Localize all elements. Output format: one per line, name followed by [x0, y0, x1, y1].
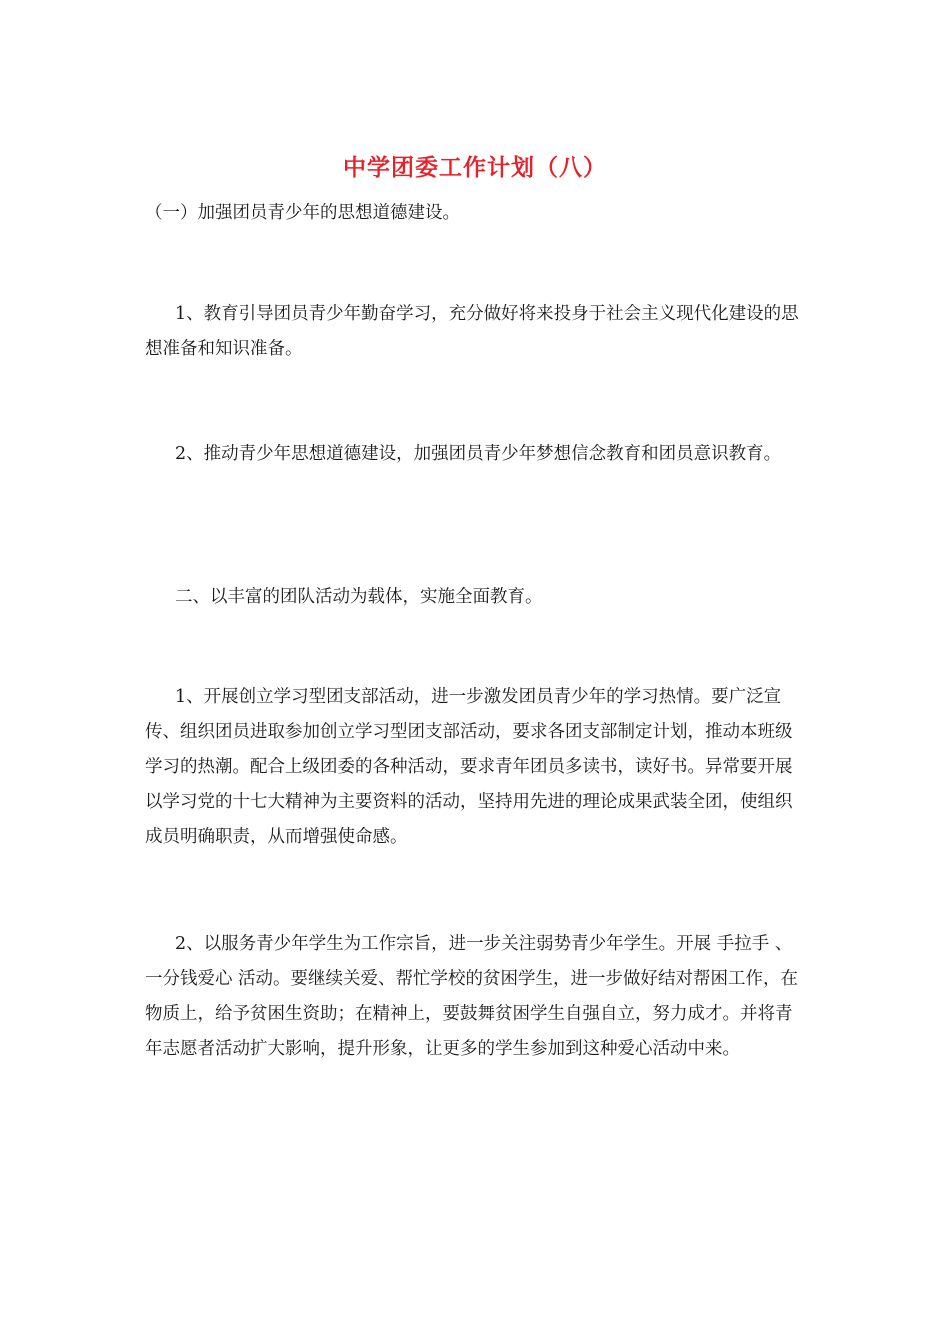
paragraph-1-2: 2、推动青少年思想道德建设，加强团员青少年梦想信念教育和团员意识教育。 — [175, 444, 782, 464]
paragraph-2-2: 2、以服务青少年学生为工作宗旨，进一步关注弱势青少年学生。开展 手拉手 、 一分钱爱心 活动。要继续关爱、帮忙学校的贫困学生，进一步做好结对帮困工作，在物质上，给予贫困生资助；在精神上，要鼓舞贫困学生自强自立，努力成才。并将青年志愿者活动扩大影响，提升形象，让更多的学生参加到这种爱心活动中来。 — [145, 934, 799, 1059]
paragraph-2-1: 1、开展创立学习型团支部活动，进一步激发团员青少年的学习热情。要广泛宣传、组织团员进取参加创立学习型团支部活动，要求各团支部制定计划，推动本班级学习的热潮。配合上级团委的各种活动，要求青年团员多读书，读好书。异常要开展以学习党的十七大精神为主要资料的活动，坚持用先进的理论成果武装全团，使组织成员明确职责，从而增强使命感。 — [145, 687, 793, 847]
section-heading-2: 二、以丰富的团队活动为载体，实施全面教育。 — [175, 587, 543, 607]
paragraph-1-1: 1、教育引导团员青少年勤奋学习，充分做好将来投身于社会主义现代化建设的思想准备和知识准备。 — [145, 304, 799, 359]
section-heading-1: （一）加强团员青少年的思想道德建设。 — [145, 203, 460, 223]
document-title: 中学团委工作计划（八） — [343, 154, 607, 181]
